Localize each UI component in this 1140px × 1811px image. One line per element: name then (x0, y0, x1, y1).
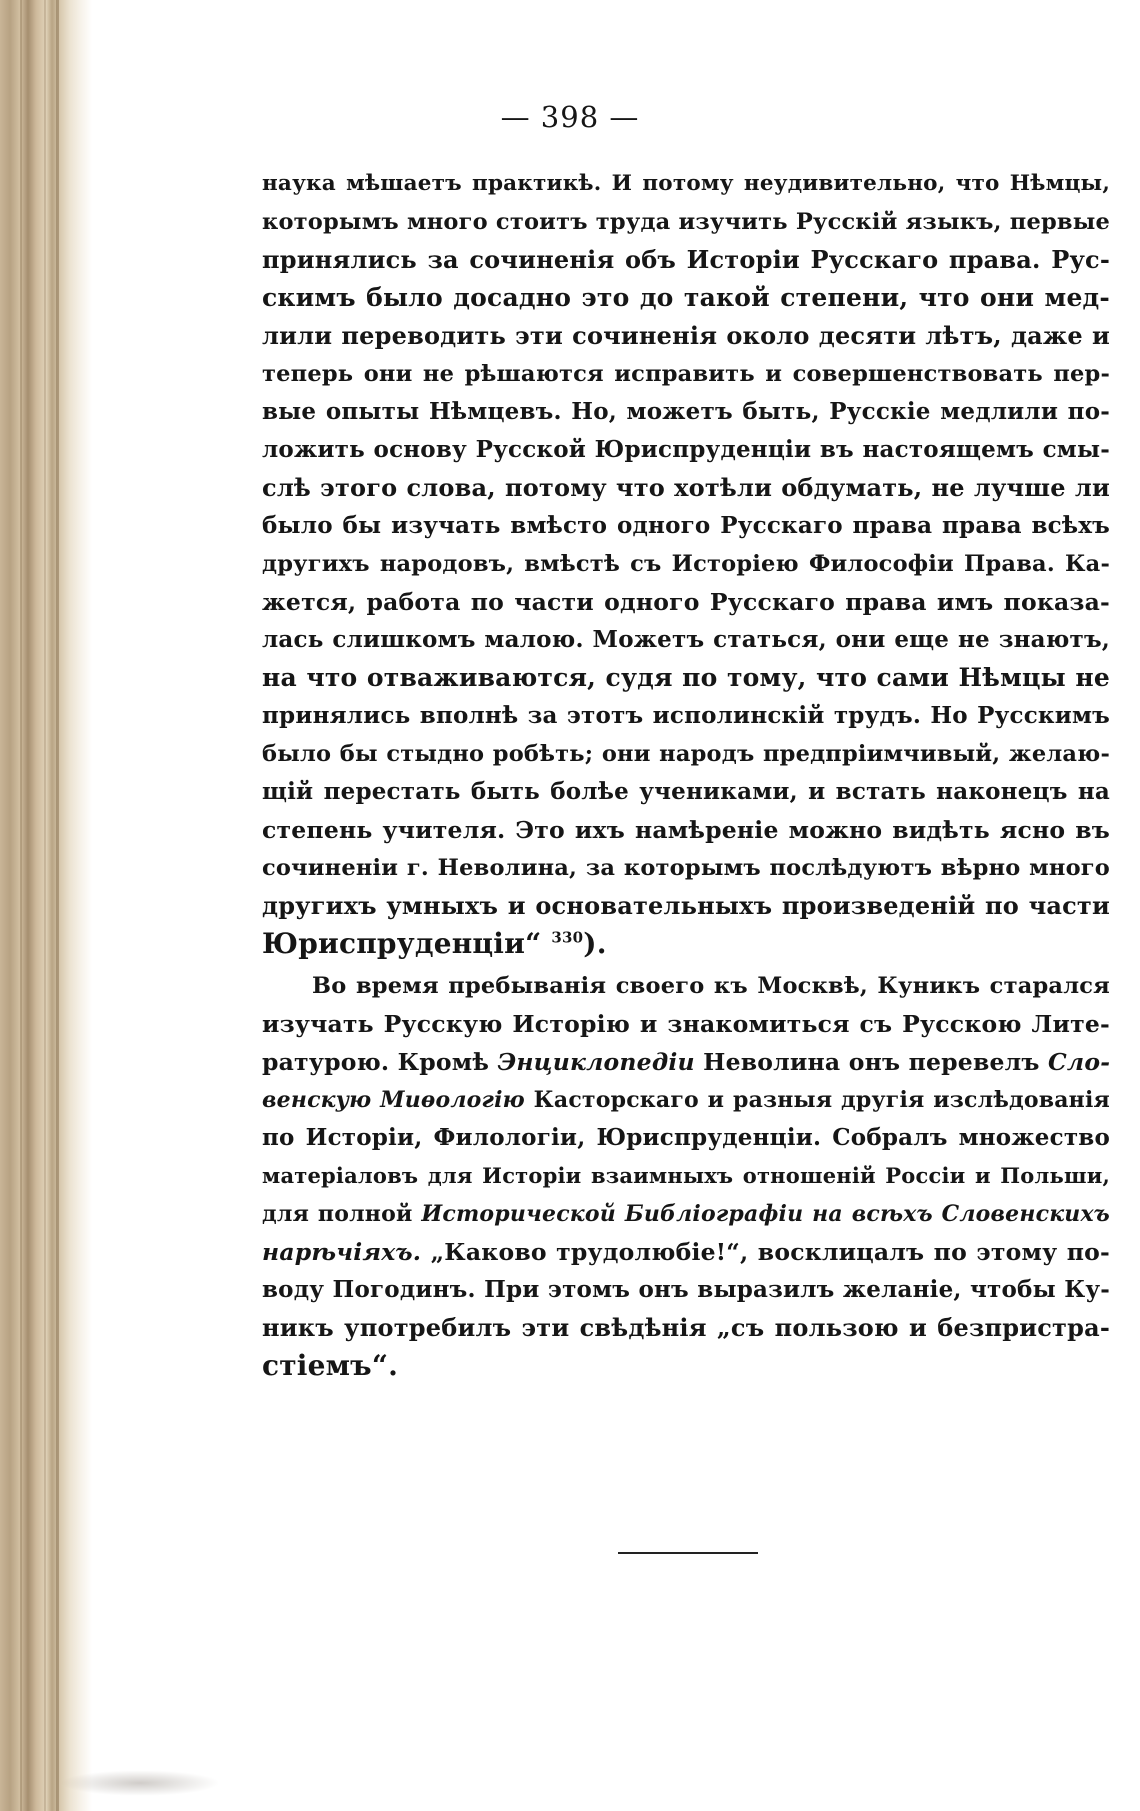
text-line: щій перестать быть болѣе учениками, и встать наконецъ на (262, 778, 1110, 805)
text-line (262, 1081, 1110, 1119)
binding-gutter (0, 0, 92, 1811)
binding-edge-line (44, 0, 46, 1811)
text-line: по Исторіи, Филологіи, Юриспруденціи. Собралъ множество (262, 1124, 1110, 1151)
paragraph-1 (262, 165, 1110, 963)
italic-title: Сло- (1048, 1048, 1111, 1076)
text-line: никъ употребилъ эти свѣдѣнія „съ пользою и безпристра- (262, 1313, 1110, 1342)
text-line: сочиненіи г. Неволина, за которымъ послѣдуютъ вѣрно много (262, 855, 1110, 881)
text-line (262, 1043, 1110, 1081)
text-fragment: ). (583, 927, 607, 960)
text-line: слѣ этого слова, потому что хотѣли обдумать, не лучше ли (262, 473, 1110, 502)
text-line: было бы изучать вмѣсто одного Русскаго права права всѣхъ (262, 512, 1110, 539)
text-line: Во время пребыванія своего къ Москвѣ, Куникъ старался (312, 973, 1110, 999)
text-fragment: для полной (262, 1201, 422, 1227)
text-line: принялись за сочиненія объ Исторіи Русскаго права. Рус- (262, 245, 1110, 274)
text-line: наука мѣшаетъ практикѣ. И потому неудивительно, что Нѣмцы, (262, 171, 1110, 196)
footnote-ref: 330 (551, 928, 584, 947)
text-line: на что отваживаются, судя по тому, что сами Нѣмцы не (262, 663, 1110, 692)
scan-smudge (60, 1770, 220, 1796)
text-line (262, 1195, 1110, 1233)
text-line: матеріаловъ для Исторіи взаимныхъ отношеній Россіи и Польши, (262, 1163, 1110, 1188)
text-line: было бы стыдно робѣть; они народъ предпріимчивый, желаю- (262, 741, 1110, 767)
italic-title: Энциклопедіи (497, 1048, 695, 1076)
text-line: вые опыты Нѣмцевъ. Но, можетъ быть, Русскіе медлили по- (262, 398, 1110, 425)
text-line: воду Погодинъ. При этомъ онъ выразилъ желаніе, чтобы Ку- (262, 1276, 1110, 1303)
text-line: изучать Русскую Исторію и знакомиться съ Русскою Лите- (262, 1010, 1110, 1038)
binding-edge-line (20, 0, 22, 1811)
paragraph-2 (262, 967, 1110, 1385)
text-fragment: Неволина онъ перевелъ (694, 1048, 1049, 1076)
italic-title: нарѣчіяхъ. (262, 1238, 422, 1266)
text-line: скимъ было досадно это до такой степени, что они мед- (262, 283, 1110, 312)
text-line: лась слишкомъ малою. Можетъ статься, они еще не знаютъ, (262, 626, 1110, 653)
text-line: другихъ народовъ, вмѣстѣ съ Исторіею Философіи Права. Ка- (262, 551, 1110, 577)
page-body (262, 165, 1110, 1385)
end-rule (618, 1552, 758, 1554)
text-fragment: „Каково трудолюбіе!“, восклицалъ по этому по- (421, 1238, 1110, 1266)
text-fragment: Касторскаго и разныя другія изслѣдованія (524, 1087, 1110, 1113)
text-line (262, 1233, 1110, 1271)
text-line: другихъ умныхъ и основательныхъ произведеній по части (262, 891, 1110, 920)
italic-title: Исторической Библіографіи на всѣхъ Словенскихъ (421, 1201, 1110, 1227)
page-number: — 398 — (500, 100, 640, 134)
binding-edge-line (56, 0, 59, 1811)
text-line: ложить основу Русской Юриспруденціи въ настоящемъ смы- (262, 436, 1110, 463)
text-fragment: ратурою. Кромѣ (262, 1048, 498, 1076)
text-line: стіемъ“. (262, 1349, 399, 1382)
text-line: степень учителя. Это ихъ намѣреніе можно видѣть ясно въ (262, 816, 1110, 844)
text-line: принялись вполнѣ за этотъ исполинскій трудъ. Но Русскимъ (262, 702, 1110, 729)
text-line (262, 925, 1110, 963)
text-line: жется, работа по части одного Русскаго права имъ показа- (262, 588, 1110, 616)
italic-title: венскую Миѳологію (262, 1087, 525, 1113)
text-line: теперь они не рѣшаются исправить и совершенствовать пер- (262, 361, 1110, 387)
text-line: лили переводить эти сочиненія около десяти лѣтъ, даже и (262, 321, 1110, 350)
text-fragment: Юриспруденціи“ (262, 927, 542, 960)
text-line: которымъ много стоитъ труда изучить Русскій языкъ, первые (262, 209, 1110, 235)
